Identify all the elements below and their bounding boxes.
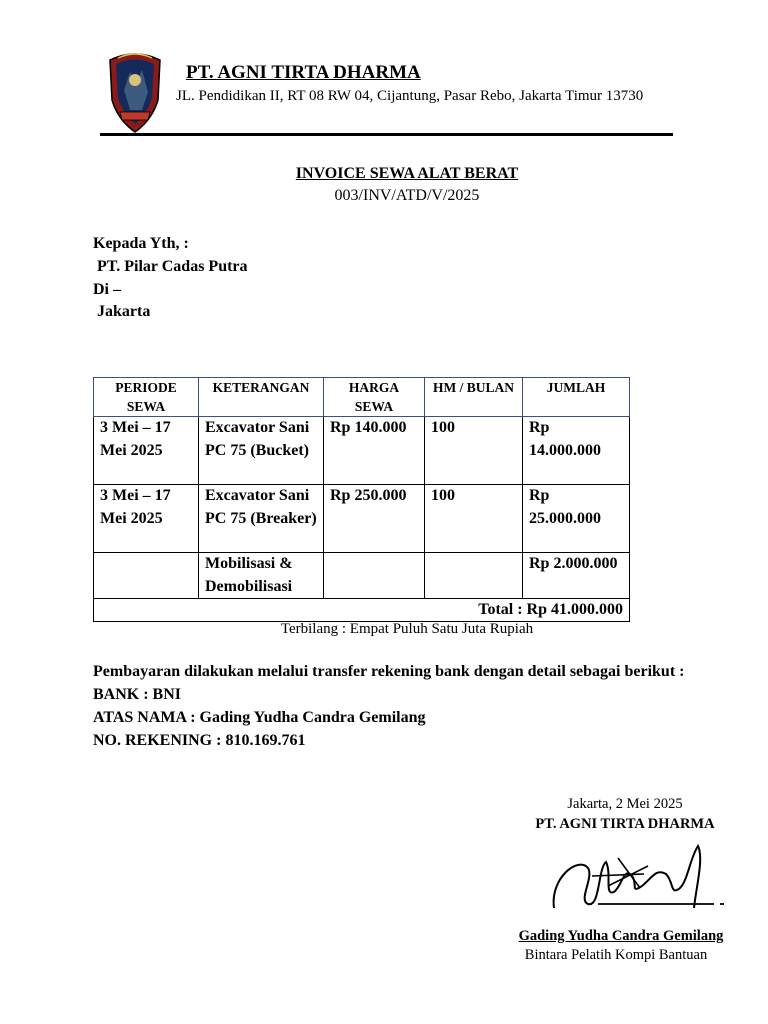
header-harga: HARGA SEWA bbox=[324, 378, 425, 417]
cell-jumlah: Rp 14.000.000 bbox=[523, 417, 630, 485]
payment-intro: Pembayaran dilakukan melalui transfer rekening bank dengan detail sebagai berikut : bbox=[93, 663, 685, 680]
table-row bbox=[94, 417, 630, 485]
cell-hm: 100 bbox=[425, 417, 523, 485]
payment-details bbox=[93, 660, 713, 752]
recipient-name: PT. Pilar Cadas Putra bbox=[93, 258, 248, 275]
recipient-greeting: Kepada Yth, : bbox=[93, 235, 189, 252]
header-keterangan: KETERANGAN bbox=[199, 378, 324, 417]
header-divider bbox=[100, 133, 673, 136]
table-header-row bbox=[94, 378, 630, 417]
cell-periode: 3 Mei – 17 Mei 2025 bbox=[94, 485, 199, 553]
table-row bbox=[94, 553, 630, 599]
table-row bbox=[94, 485, 630, 553]
cell-harga bbox=[324, 553, 425, 599]
company-address: JL. Pendidikan II, RT 08 RW 04, Cijantung, Pasar Rebo, Jakarta Timur 13730 bbox=[176, 88, 644, 104]
cell-harga: Rp 250.000 bbox=[324, 485, 425, 553]
invoice-title: INVOICE SEWA ALAT BERAT bbox=[295, 165, 519, 182]
account-number: NO. REKENING : 810.169.761 bbox=[93, 732, 306, 749]
cell-jumlah: Rp 2.000.000 bbox=[523, 553, 630, 599]
signer-name: Gading Yudha Candra Gemilang bbox=[518, 928, 724, 944]
header-hm: HM / BULAN bbox=[425, 378, 523, 417]
cell-periode: 3 Mei – 17 Mei 2025 bbox=[94, 417, 199, 485]
amount-in-words: Terbilang : Empat Puluh Satu Juta Rupiah bbox=[280, 621, 534, 637]
company-name: PT. AGNI TIRTA DHARMA bbox=[186, 62, 421, 83]
cell-jumlah: Rp 25.000.000 bbox=[523, 485, 630, 553]
total-amount: Total : Rp 41.000.000 bbox=[94, 599, 630, 622]
cell-hm bbox=[425, 553, 523, 599]
place-date: Jakarta, 2 Mei 2025 bbox=[567, 796, 683, 812]
recipient-di: Di – bbox=[93, 281, 121, 298]
cell-harga: Rp 140.000 bbox=[324, 417, 425, 485]
cell-keterangan: Excavator Sani PC 75 (Breaker) bbox=[199, 485, 324, 553]
cell-keterangan: Mobilisasi & Demobilisasi bbox=[199, 553, 324, 599]
recipient-city: Jakarta bbox=[93, 303, 151, 320]
handwritten-signature bbox=[548, 838, 728, 916]
account-name: ATAS NAMA : Gading Yudha Candra Gemilang bbox=[93, 709, 426, 726]
company-logo bbox=[106, 50, 164, 136]
header-periode: PERIODE SEWA bbox=[94, 378, 199, 417]
invoice-number: 003/INV/ATD/V/2025 bbox=[334, 187, 480, 204]
header-jumlah: JUMLAH bbox=[523, 378, 630, 417]
cell-hm: 100 bbox=[425, 485, 523, 553]
signer-role: Bintara Pelatih Kompi Bantuan bbox=[524, 947, 708, 963]
cell-keterangan: Excavator Sani PC 75 (Bucket) bbox=[199, 417, 324, 485]
bank-name: BANK : BNI bbox=[93, 686, 182, 703]
signature-company: PT. AGNI TIRTA DHARMA bbox=[535, 816, 715, 832]
cell-periode bbox=[94, 553, 199, 599]
table-total-row bbox=[94, 599, 630, 622]
invoice-table bbox=[93, 377, 630, 622]
